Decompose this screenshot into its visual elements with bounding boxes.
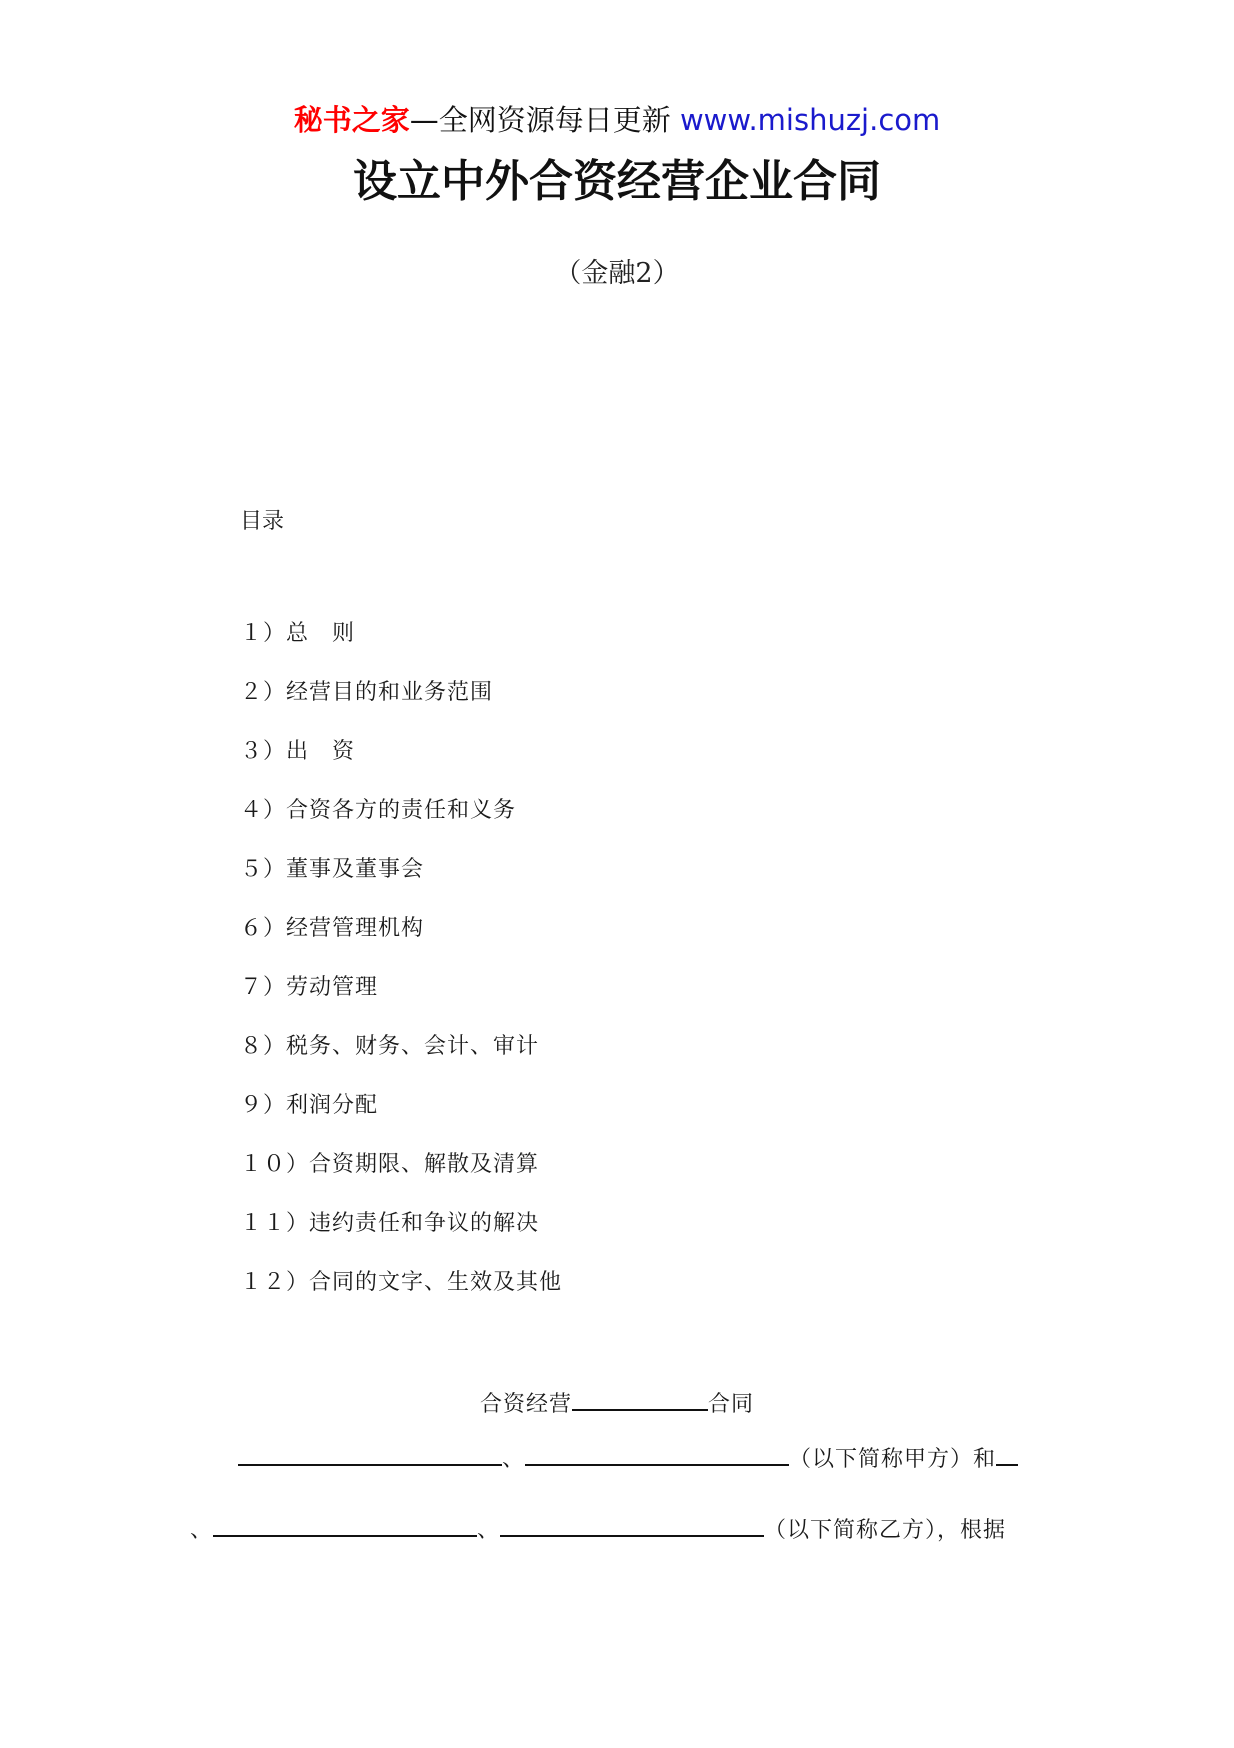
toc-item: ４）合资各方的责任和义务 — [240, 798, 517, 823]
party-a-line — [238, 1440, 1018, 1477]
party-a-separator: 、 — [502, 1447, 526, 1472]
contract-name-blank — [572, 1385, 708, 1411]
party-a-blank-1 — [238, 1440, 502, 1466]
document-subtitle: （金融2） — [554, 258, 680, 289]
toc-item: ５）董事及董事会 — [240, 857, 425, 882]
toc-item: ３）出 资 — [240, 739, 356, 764]
party-b-line — [190, 1511, 1006, 1548]
document-title: 设立中外合资经营企业合同 — [353, 156, 881, 207]
party-b-blank-1 — [213, 1511, 477, 1537]
toc-item: １）总 则 — [240, 621, 356, 646]
toc-item: １２）合同的文字、生效及其他 — [240, 1270, 563, 1295]
toc-item: １０）合资期限、解散及清算 — [240, 1152, 540, 1177]
party-b-label: （以下简称乙方），根据 — [764, 1518, 1007, 1543]
site-tagline: —全网资源每日更新 — [409, 103, 671, 137]
toc-item: ７）劳动管理 — [240, 975, 379, 1000]
party-b-blank-start — [996, 1440, 1018, 1466]
toc-item: ２）经营目的和业务范围 — [240, 680, 494, 705]
toc-item: ９）利润分配 — [240, 1093, 379, 1118]
site-url-link[interactable]: www.mishuzj.com — [679, 103, 941, 137]
toc-list — [240, 617, 562, 1325]
toc-heading: 目录 — [240, 509, 285, 534]
site-brand: 秘书之家 — [293, 103, 410, 137]
party-a-label: （以下简称甲方）和 — [789, 1447, 997, 1472]
party-b-prefix: 、 — [190, 1518, 214, 1543]
site-header — [0, 100, 1234, 140]
toc-item: ６）经营管理机构 — [240, 916, 425, 941]
party-a-blank-2 — [525, 1440, 789, 1466]
party-b-blank-2 — [500, 1511, 764, 1537]
toc-item: １１）违约责任和争议的解决 — [240, 1211, 540, 1236]
contract-heading-prefix: 合资经营 — [479, 1392, 572, 1417]
contract-heading-suffix: 合同 — [708, 1392, 755, 1417]
contract-heading — [0, 1385, 1234, 1422]
toc-item: ８）税务、财务、会计、审计 — [240, 1034, 540, 1059]
party-b-separator: 、 — [477, 1518, 501, 1543]
